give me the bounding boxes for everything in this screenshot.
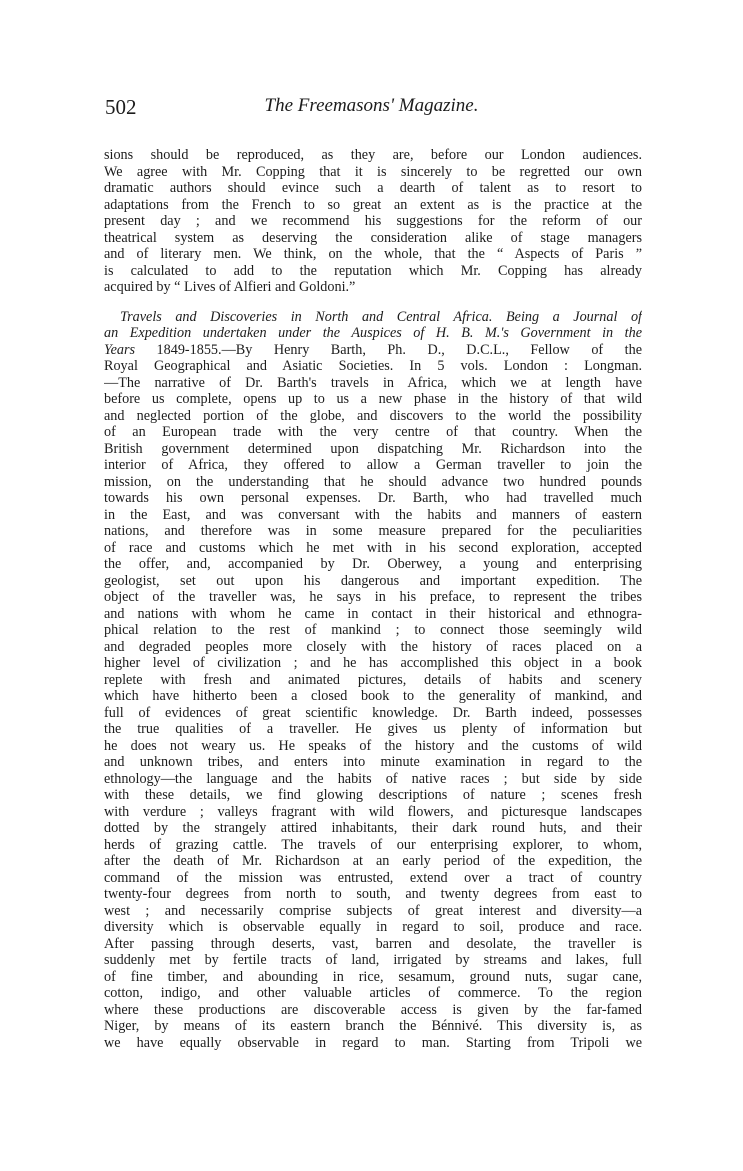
text-line: of race and customs which he met with in his second exploration, accepted [104,539,642,556]
page-body [104,147,642,1051]
text-line: which have hitherto been a closed book to the generality of mankind, and [104,688,642,704]
text-line: herds of grazing cattle. The travels of our enterprising explorer, to whom, [104,836,642,853]
text-line: nations, and therefore was in some measure prepared for the peculiarities [104,523,642,539]
text-line: and unknown tribes, and enters into minute examination in regard to the [104,754,642,770]
text-line: dotted by the strangely attired inhabitants, their dark round huts, and their [104,820,642,836]
text-line: and of literary men. We think, on the whole, that the “ Aspects of Paris ” [104,246,642,262]
text-line: in the East, and was conversant with the habits and manners of eastern [104,506,642,523]
text-line: west ; and necessarily comprise subjects of great interest and diversity—a [104,902,642,919]
text-line: mission, on the understanding that he should advance two hundred pounds [104,473,642,490]
text-line: theatrical system as deserving the consideration alike of stage managers [104,229,642,246]
text-line: we have equally observable in regard to man. Starting from Tripoli we [104,1034,642,1051]
text-line: interior of Africa, they offered to allow a German traveller to join the [104,457,642,473]
text-line: geologist, set out upon his dangerous and important expedition. The [104,572,642,589]
review-title-byline: 1849-1855.—By Henry Barth, Ph. D., D.C.L., Fellow of the [135,341,642,358]
text-line: sions should be reproduced, as they are, before our London audiences. [104,147,642,163]
text-line: and nations with whom he came in contact in their historical and ethnogra- [104,605,642,622]
text-line: command of the mission was entrusted, extend over a tract of country [104,869,642,886]
review-title-italic: Years [104,341,136,358]
text-line: and degraded peoples more closely with the history of races placed on a [104,638,642,655]
text-line: where these productions are discoverable access is given by the far-famed [104,1001,642,1018]
text-line: is calculated to add to the reputation which Mr. Copping has already [104,262,642,279]
page-header [0,95,743,125]
text-line: cotton, indigo, and other valuable articles of commerce. To the region [104,985,642,1001]
text-line: and neglected portion of the globe, and discovers to the world the possibility [104,407,642,424]
text-line: After passing through deserts, vast, barren and desolate, the traveller is [104,935,642,952]
paragraph-aspects-of-paris [104,147,642,296]
text-line: Royal Geographical and Asiatic Societies. In 5 vols. London : Longman. [104,358,642,374]
text-line: before us complete, opens up to us a new phase in the history of that wild [104,391,642,407]
text-line: with verdure ; valleys fragrant with wild flowers, and picturesque landscapes [104,803,642,820]
review-barth-travels [104,309,642,1052]
text-line: higher level of civilization ; and he has accomplished this object in a book [104,655,642,671]
review-title-line: an Expedition undertaken under the Auspices of H. B. M.'s Government in the [104,325,642,341]
text-line: the true qualities of a traveller. He gives us plenty of information but [104,721,642,737]
text-line: object of the traveller was, he says in his preface, to represent the tribes [104,589,642,605]
text-line: of fine timber, and abounding in rice, sesamum, ground nuts, sugar cane, [104,968,642,985]
text-line: towards his own personal expenses. Dr. Barth, who had travelled much [104,490,642,506]
text-line: twenty-four degrees from north to south, and twenty degrees from east to [104,886,642,902]
text-line: replete with fresh and animated pictures, details of habits and scenery [104,671,642,688]
text-line: with these details, we find glowing descriptions of nature ; scenes fresh [104,787,642,803]
running-title: The Freemasons' Magazine. [264,95,479,116]
text-line: ethnology—the language and the habits of native races ; but side by side [104,770,642,787]
text-line: phical relation to the rest of mankind ; to connect those seemingly wild [104,622,642,638]
page-number: 502 [105,95,137,119]
text-line: the offer, and, accompanied by Dr. Oberwey, a young and enterprising [104,556,642,572]
text-line: dramatic authors should evince such a dearth of talent as to resort to [104,180,642,196]
text-line: after the death of Mr. Richardson at an early period of the expedition, the [104,853,642,869]
text-line: British government determined upon dispatching Mr. Richardson into the [104,440,642,457]
text-line: diversity which is observable equally in regard to soil, produce and race. [104,919,642,935]
text-line: present day ; and we recommend his suggestions for the reform of our [104,213,642,229]
text-line: of an European trade with the very centre of that country. When the [104,424,642,440]
text-line: acquired by “ Lives of Alfieri and Goldoni.” [104,279,356,295]
paragraph-gap [104,296,642,309]
review-title-line [104,342,642,359]
text-line: —The narrative of Dr. Barth's travels in Africa, which we at length have [104,374,642,391]
text-line: he does not weary us. He speaks of the history and the customs of wild [104,737,642,754]
text-line: full of evidences of great scientific knowledge. Dr. Barth indeed, possesses [104,704,642,721]
text-line: Niger, by means of its eastern branch the Bénnivé. This diversity is, as [104,1018,642,1034]
text-line: suddenly met by fertile tracts of land, irrigated by streams and lakes, full [104,952,642,968]
text-line: We agree with Mr. Copping that it is sincerely to be regretted our own [104,163,642,180]
review-title-line: Travels and Discoveries in North and Central Africa. Being a Journal of [120,308,642,325]
text-line: adaptations from the French to so great an extent as is the practice at the [104,196,642,213]
